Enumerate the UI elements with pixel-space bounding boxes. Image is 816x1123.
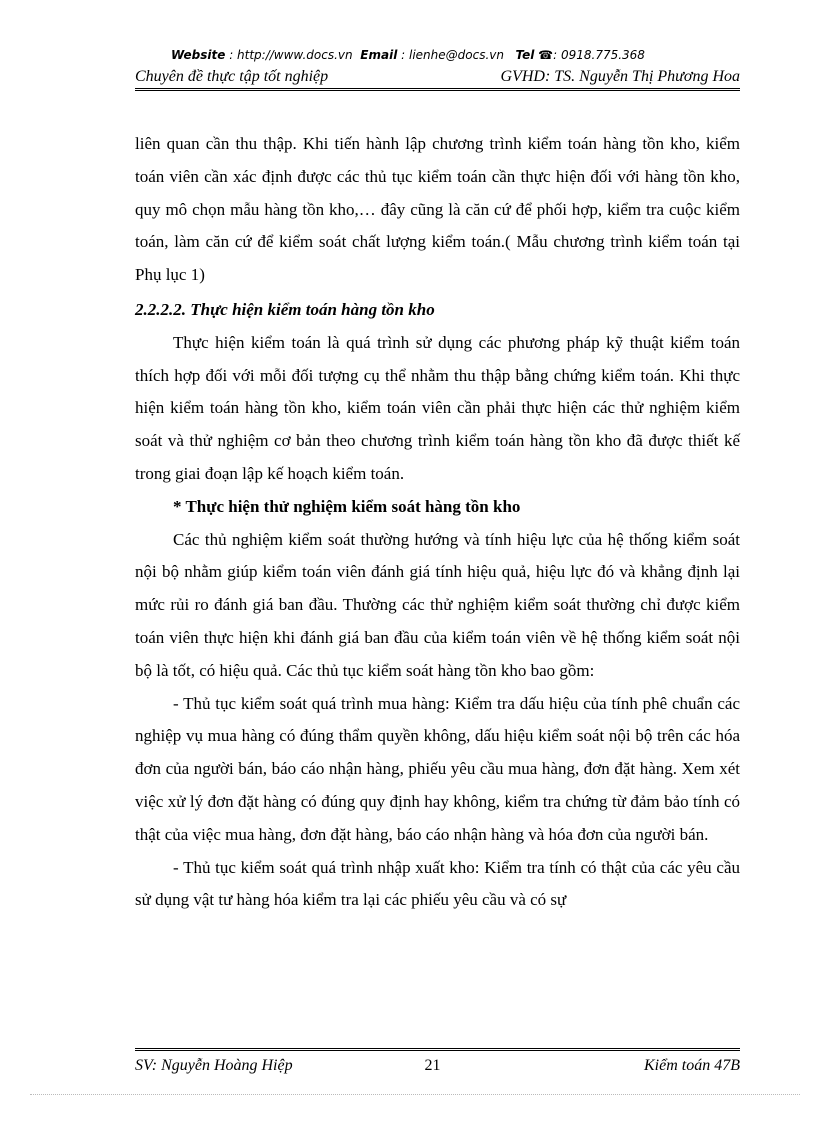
paragraph-planning: liên quan cần thu thập. Khi tiến hành lập chương trình kiểm toán hàng tồn kho, kiểm toán viên cần xác định được các thủ tục kiểm toán cần thực hiện đối với hàng tồn kho, quy mô chọn mẫu hàng tồn kho,… đây cũng là căn cứ để phối hợp, kiểm tra cuộc kiểm toán, làm căn cứ để kiểm soát chất lượng kiểm toán.( Mẫu chương trình kiểm toán tại Phụ lục 1) xyxy=(135,134,740,285)
subsection-heading: * Thực hiện thử nghiệm kiểm soát hàng tồn kho xyxy=(173,496,521,516)
header-supervisor: GVHD: TS. Nguyễn Thị Phương Hoa xyxy=(500,68,740,85)
page-footer xyxy=(135,1048,740,1081)
tel-value: : 0918.775.368 xyxy=(553,48,645,62)
document-body xyxy=(135,128,740,917)
page-header xyxy=(135,66,740,91)
header-topic: Chuyên đề thực tập tốt nghiệp xyxy=(135,68,329,85)
footer-student: SV: Nguyễn Hoàng Hiệp xyxy=(135,1057,293,1074)
footer-class: Kiểm toán 47B xyxy=(644,1057,740,1074)
website-label: Website xyxy=(171,48,226,62)
email-value[interactable]: : lienhe@docs.vn xyxy=(401,48,504,62)
page-number: 21 xyxy=(424,1057,441,1074)
section-heading: 2.2.2.2. Thực hiện kiểm toán hàng tồn kho xyxy=(135,299,435,319)
paragraph-purchase-controls: - Thủ tục kiểm soát quá trình mua hàng: Kiểm tra dấu hiệu của tính phê chuẩn các nghiệp vụ mua hàng có đúng thẩm quyền không, dấu hiệu kiểm soát nội bộ trên các hóa đơn của người bán, báo cáo nhận hàng, phiếu yêu cầu mua hàng, đơn đặt hàng. Xem xét việc xử lý đơn đặt hàng có đúng quy định hay không, kiểm tra chứng từ đảm bảo tính có thật của việc mua hàng, đơn đặt hàng, báo cáo nhận hàng và hóa đơn của người bán. xyxy=(135,693,740,844)
website-contact-bar xyxy=(0,48,816,62)
paragraph-control-tests: Các thủ nghiệm kiểm soát thường hướng và tính hiệu lực của hệ thống kiểm soát nội bộ nhằm giúp kiểm toán viên đánh giá tính hiệu quả, hiệu lực đó và khẳng định lại mức rủi ro đánh giá ban đầu. Thường các thử nghiệm kiểm soát thường chỉ được kiểm toán viên thực hiện khi đánh giá ban đầu của kiểm toán viên về hệ thống kiểm soát nội bộ là tốt, có hiệu quả. Các thủ tục kiểm soát hàng tồn kho bao gồm: xyxy=(135,529,740,680)
website-value[interactable]: : http://www.docs.vn xyxy=(229,48,353,62)
page-edge-divider xyxy=(30,1094,800,1095)
paragraph-warehouse-controls: - Thủ tục kiểm soát quá trình nhập xuất kho: Kiểm tra tính có thật của các yêu cầu sử dụng vật tư hàng hóa kiểm tra lại các phiếu yêu cầu và có sự xyxy=(135,857,740,910)
paragraph-audit-execution: Thực hiện kiểm toán là quá trình sử dụng các phương pháp kỹ thuật kiểm toán thích hợp đối với mỗi đối tượng cụ thể nhằm thu thập bằng chứng kiểm toán. Khi thực hiện kiểm toán hàng tồn kho, kiểm toán viên cần phải thực hiện các thử nghiệm kiểm soát và thử nghiệm cơ bản theo chương trình kiểm toán hàng tồn kho đã được thiết kế trong giai đoạn lập kế hoạch kiểm toán. xyxy=(135,332,740,483)
phone-icon: ☎ xyxy=(538,48,554,62)
tel-label: Tel xyxy=(515,48,535,62)
email-label: Email xyxy=(360,48,398,62)
